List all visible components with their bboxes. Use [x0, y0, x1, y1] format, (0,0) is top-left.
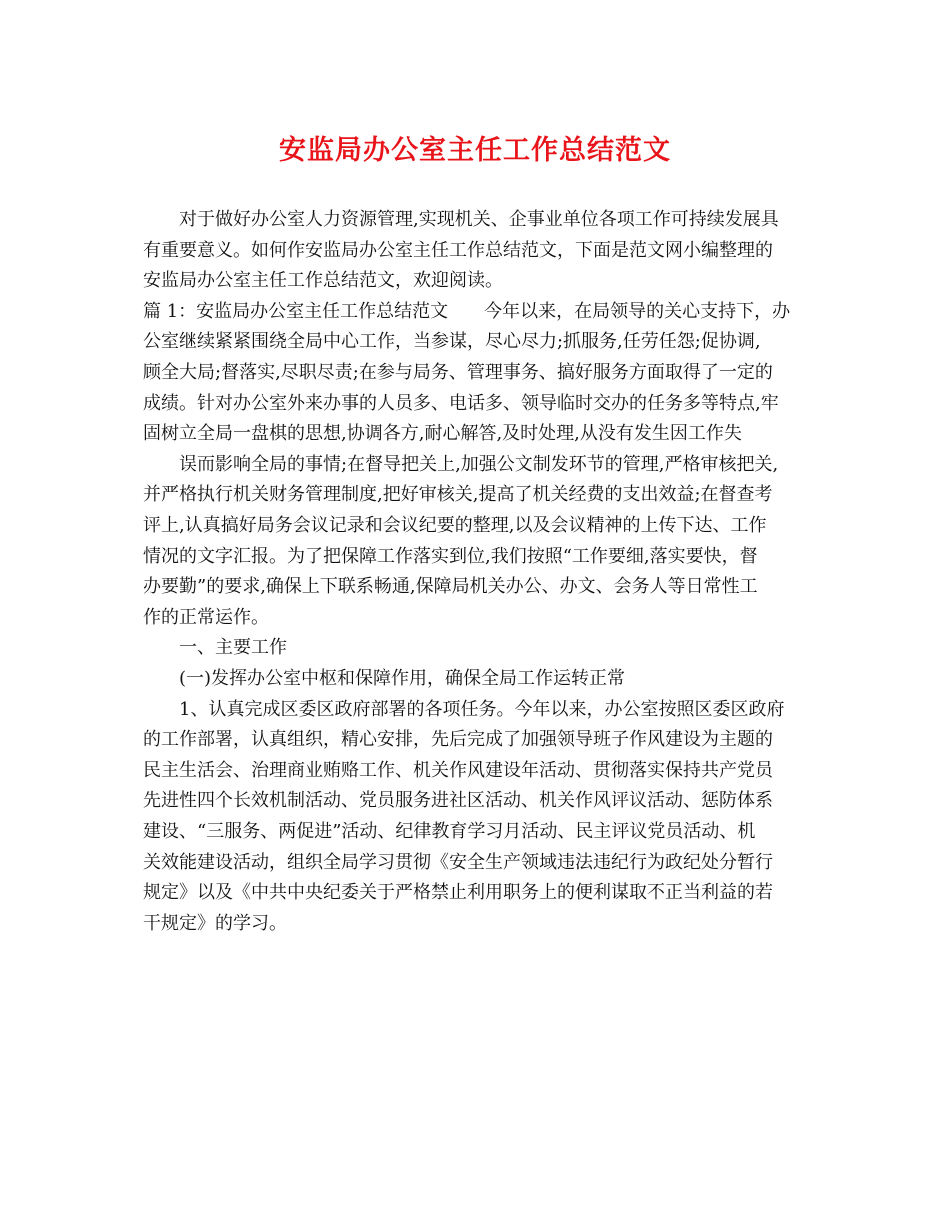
body-line: 误而影响全局的事情;在督导把关上,加强公文制发环节的管理,严格审核把关, [179, 453, 779, 475]
body-line: (一)发挥办公室中枢和保障作用，确保全局工作运转正常 [179, 668, 626, 689]
body-line: 干规定》的学习。 [143, 912, 287, 934]
body-line: 成绩。针对办公室外来办事的人员多、电话多、领导临时交办的任务多等特点,牢 [143, 392, 779, 414]
body-line: 公室继续紧紧围绕全局中心工作，当参谋，尽心尽力;抓服务,任劳任怨;促协调, [143, 331, 761, 353]
body-line: 安监局办公室主任工作总结范文，欢迎阅读。 [143, 270, 503, 292]
body-line: 并严格执行机关财务管理制度,把好审核关,提高了机关经费的支出效益;在督查考 [143, 484, 773, 506]
body-line: 评上,认真搞好局务会议记录和会议纪要的整理,以及会议精神的上传下达、工作 [143, 515, 767, 536]
body-line: 篇 1：安监局办公室主任工作总结范文 今年以来，在局领导的关心支持下，办 [143, 300, 791, 322]
body-line: 情况的文字汇报。为了把保障工作落实到位,我们按照“工作要细,落实要快，督 [143, 545, 758, 567]
body-line: 建设、“三服务、两促进”活动、纪律教育学习月活动、民主评议党员活动、机 [143, 821, 756, 842]
body-line: 作的正常运作。 [143, 606, 269, 628]
body-line: 民主生活会、治理商业贿赂工作、机关作风建设年活动、贯彻落实保持共产党员 [143, 759, 773, 781]
body-line: 对于做好办公室人力资源管理,实现机关、企事业单位各项工作可持续发展具 [179, 209, 779, 230]
document-title: 安监局办公室主任工作总结范文 [279, 135, 671, 166]
body-line: 规定》以及《中共中央纪委关于严格禁止利用职务上的便利谋取不正当利益的若 [143, 882, 773, 904]
body-line: 有重要意义。如何作安监局办公室主任工作总结范文，下面是范文网小编整理的 [143, 239, 773, 261]
body-line: 1、认真完成区委区政府部署的各项任务。今年以来，办公室按照区委区政府 [179, 698, 785, 720]
body-line: 关效能建设活动，组织全局学习贯彻《安全生产领域违法违纪行为政纪处分暂行 [143, 851, 773, 873]
body-line: 先进性四个长效机制活动、党员服务进社区活动、机关作风评议活动、惩防体系 [143, 790, 773, 812]
body-line: 办要勤”的要求,确保上下联系畅通,保障局机关办公、办文、会务人等日常性工 [143, 576, 758, 598]
body-line: 顾全大局;督落实,尽职尽责;在参与局务、管理事务、搞好服务方面取得了一定的 [143, 362, 773, 383]
body-line: 的工作部署，认真组织，精心安排，先后完成了加强领导班子作风建设为主题的 [143, 729, 773, 751]
body-line: 固树立全局一盘棋的思想,协调各方,耐心解答,及时处理,从没有发生因工作失 [143, 423, 742, 445]
body-line: 一、主要工作 [179, 637, 287, 659]
